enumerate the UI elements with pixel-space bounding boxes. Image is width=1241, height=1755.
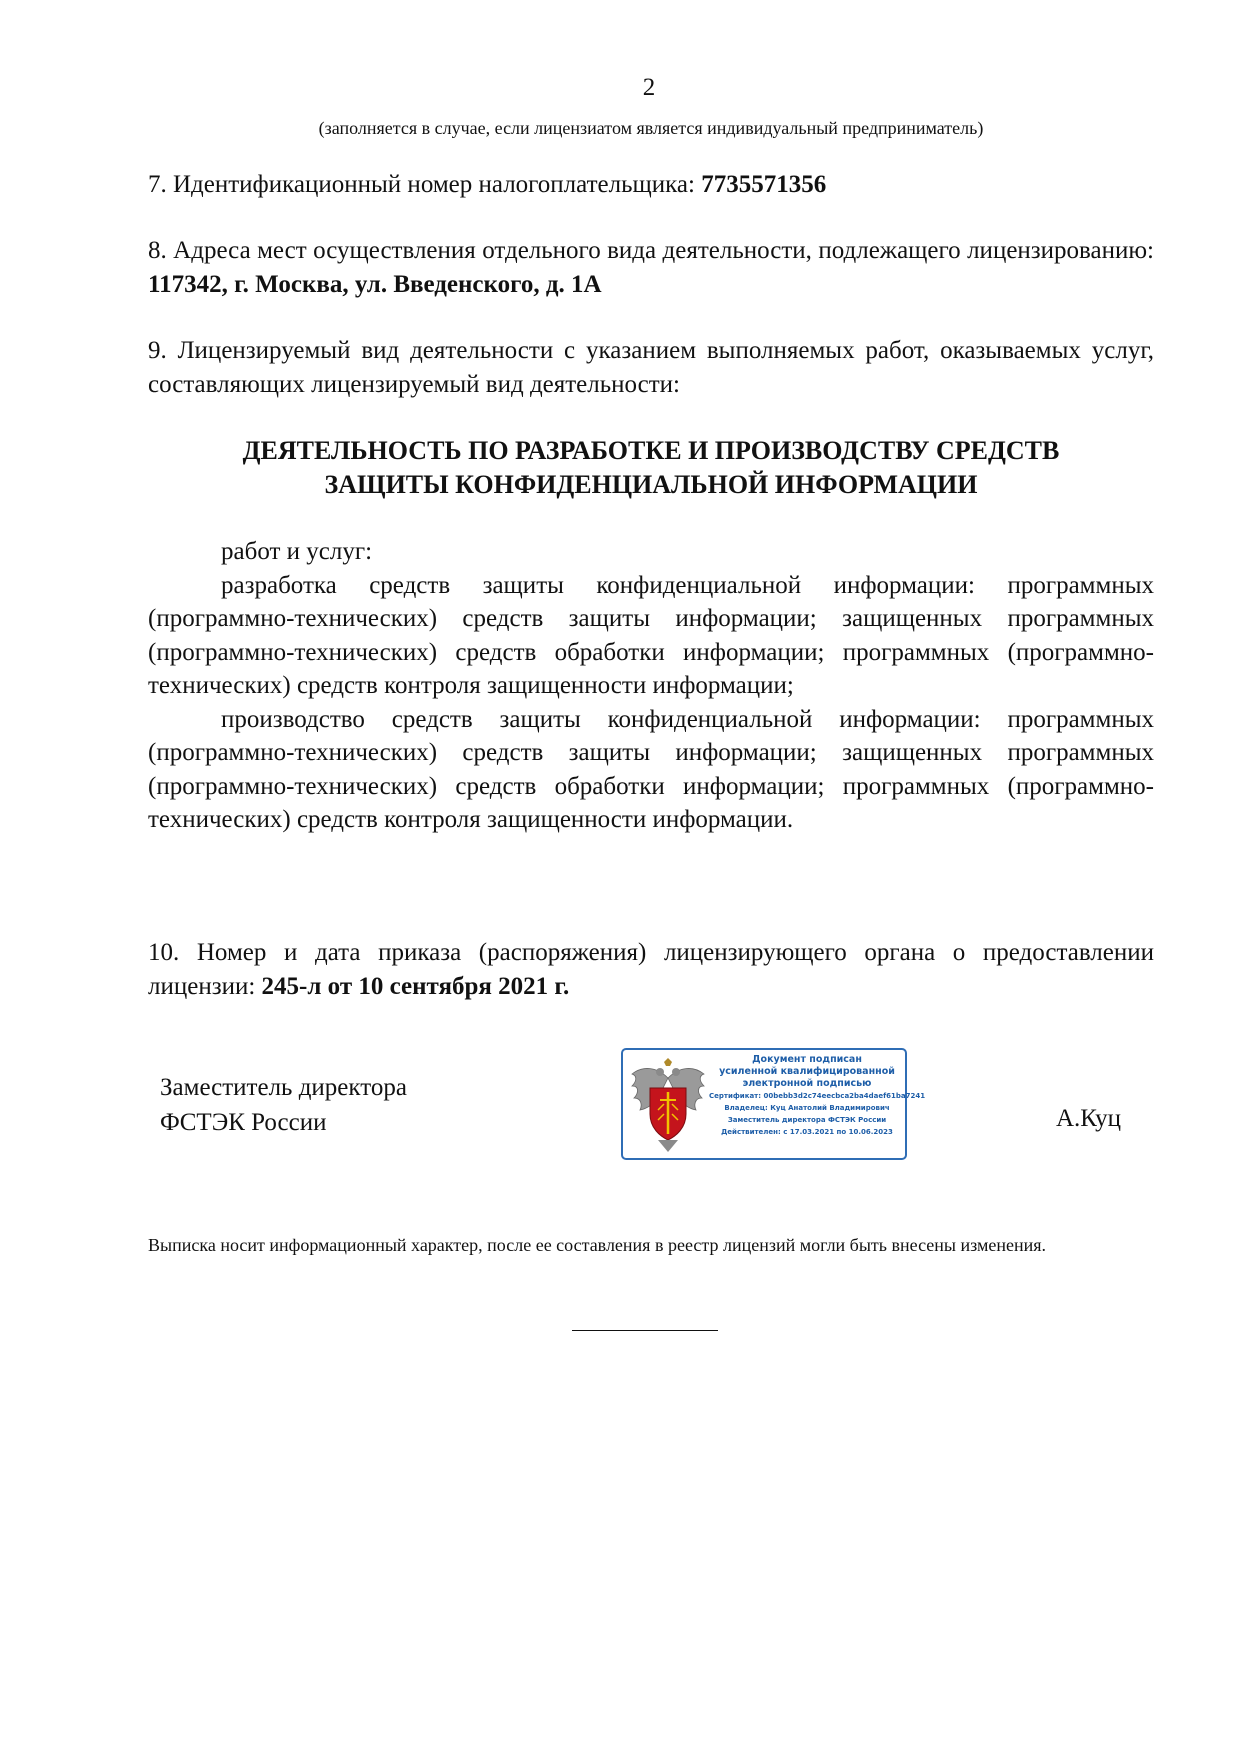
extract-note: Выписка носит информационный характер, после ее составления в реестр лицензий могли быть внесены изменения. (148, 1235, 1047, 1255)
item-7-label: 7. Идентификационный номер налогоплательщика: (148, 171, 702, 198)
signer-position-line-1: Заместитель директора (160, 1074, 407, 1101)
signer-position-line-2: ФСТЭК России (160, 1109, 327, 1136)
item-10-order (148, 936, 1154, 1003)
activity-title-line-1: ДЕЯТЕЛЬНОСТЬ ПО РАЗРАБОТКЕ И ПРОИЗВОДСТВУ СРЕДСТВ (242, 436, 1060, 465)
item-10-label: 10. Номер и дата приказа (распоряжения) лицензирующего органа о предоставлении лицензии: (148, 939, 1154, 1000)
stamp-validity: Действителен: с 17.03.2021 по 10.06.2023 (721, 1128, 893, 1136)
signer-name: А.Куц (1056, 1105, 1121, 1132)
top-note: (заполняется в случае, если лицензиатом является индивидуальный предприниматель) (318, 118, 984, 138)
page-number: 2 (642, 74, 656, 101)
item-8-label: 8. Адреса мест осуществления отдельного вида деятельности, подлежащего лицензированию: (148, 237, 1154, 264)
stamp-owner: Владелец: Куц Анатолий Владимирович (724, 1104, 890, 1112)
electronic-signature-stamp (621, 1048, 926, 1160)
works-development: разработка средств защиты конфиденциальной информации: программных (программно-технических) средств защиты информации; защищенных программных (программно-технических) средств обработки информации; программных (программно-технических) средств контроля защищенности информации; (148, 571, 1154, 699)
works-heading: работ и услуг: (221, 538, 373, 565)
signer-position (160, 1070, 407, 1140)
stamp-line-3: электронной подписью (742, 1078, 872, 1089)
activity-title-line-2: ЗАЩИТЫ КОНФИДЕНЦИАЛЬНОЙ ИНФОРМАЦИИ (324, 469, 978, 499)
item-9-activity-type: 9. Лицензируемый вид деятельности с указанием выполняемых работ, оказываемых услуг, составляющих лицензируемый вид деятельности: (148, 337, 1154, 398)
item-8-address (148, 234, 1154, 301)
stamp-certificate: Сертификат: 00bebb3d2c74eecbca2ba4daef61ba7241 (709, 1092, 926, 1100)
stamp-text (709, 1054, 926, 1138)
item-7-inn (148, 168, 1154, 202)
works-list (148, 535, 1154, 837)
works-production: производство средств защиты конфиденциальной информации: программных (программно-технических) средств защиты информации; защищенных программных (программно-технических) средств обработки информации; программных (программно-технических) средств контроля защищенности информации. (148, 705, 1154, 833)
item-10-value: 245-л от 10 сентября 2021 г. (261, 972, 570, 1000)
stamp-owner-position: Заместитель директора ФСТЭК России (727, 1116, 887, 1124)
stamp-line-2: усиленной квалифицированной (719, 1066, 895, 1077)
end-divider (572, 1330, 718, 1331)
stamp-line-1: Документ подписан (752, 1054, 862, 1065)
double-headed-eagle-emblem-icon (628, 1058, 708, 1154)
activity-title (148, 434, 1154, 501)
item-7-value: 7735571356 (701, 171, 827, 198)
item-8-value: 117342, г. Москва, ул. Введенского, д. 1А (148, 270, 602, 298)
